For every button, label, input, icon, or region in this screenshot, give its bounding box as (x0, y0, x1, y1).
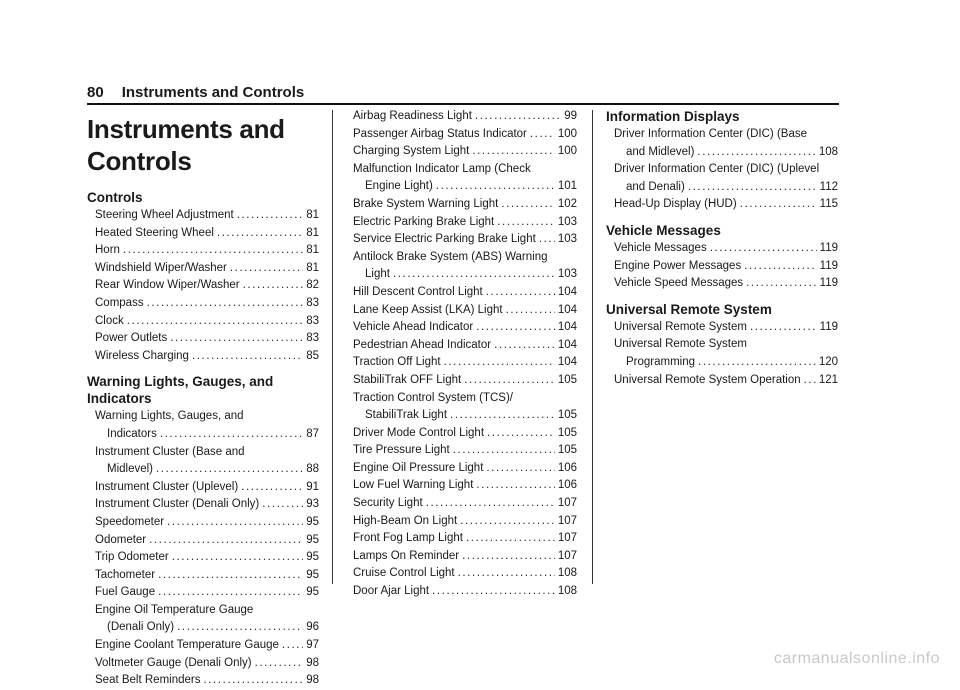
toc-entry-page: 105 (557, 426, 577, 439)
toc-entry[interactable] (87, 313, 319, 331)
dot-leader (475, 108, 561, 126)
toc-entry-page: 108 (818, 145, 838, 158)
toc-entry-label: and Denali) (626, 180, 685, 193)
toc-entry[interactable] (606, 196, 838, 214)
toc-entry-label: Tire Pressure Light (353, 444, 450, 457)
toc-entry-page: 101 (557, 180, 577, 193)
toc-entry-page: 81 (306, 226, 319, 239)
toc-entry-page: 103 (557, 215, 577, 228)
toc-entry-page: 107 (557, 497, 577, 510)
toc-entry-page: 108 (557, 585, 577, 598)
dot-leader (740, 196, 817, 214)
section-title: Vehicle Messages (606, 222, 721, 238)
toc-entry-page: 105 (557, 409, 577, 422)
dot-leader (158, 584, 303, 602)
dot-leader (393, 266, 555, 284)
toc-entry[interactable] (345, 302, 577, 320)
toc-entry-label: Seat Belt Reminders (95, 674, 201, 687)
toc-entry[interactable] (345, 196, 577, 214)
dot-leader (158, 567, 303, 585)
column-divider (332, 110, 333, 584)
page-header (87, 84, 304, 101)
toc-entry-page: 105 (557, 373, 577, 386)
toc-entry-label: Cruise Control Light (353, 567, 455, 580)
toc-entry-page: 107 (557, 532, 577, 545)
toc-entry-page: 83 (306, 332, 319, 345)
toc-entry-label: Antilock Brake System (ABS) Warning (353, 250, 548, 263)
dot-leader (160, 426, 303, 444)
toc-entry-page: 91 (306, 480, 319, 493)
toc-entry-page: 99 (564, 110, 577, 122)
toc-entry-label: Engine Power Messages (614, 259, 742, 272)
toc-entry[interactable] (87, 277, 319, 295)
toc-entry-label: Head-Up Display (HUD) (614, 198, 737, 211)
toc-entry[interactable] (87, 672, 319, 690)
toc-entry[interactable] (87, 260, 319, 278)
toc-entry[interactable] (606, 336, 838, 371)
toc-entry-label: Warning Lights, Gauges, and (95, 410, 244, 423)
toc-entry-page: 82 (306, 279, 319, 292)
dot-leader (750, 319, 817, 337)
toc-entry[interactable] (606, 372, 838, 390)
toc-entry-page: 93 (306, 498, 319, 511)
toc-entry-label: (Denali Only) (107, 621, 175, 634)
section-title: Information Displays (606, 109, 740, 124)
toc-entry-label: Voltmeter Gauge (Denali Only) (95, 656, 252, 669)
watermark: carmanualsonline.info (773, 650, 940, 667)
toc-entry-page: 106 (557, 479, 577, 492)
toc-entry-label: Instrument Cluster (Base and (95, 445, 245, 458)
dot-leader (149, 532, 303, 550)
toc-entry[interactable] (345, 583, 577, 601)
toc-entry-label: StabiliTrak Light (365, 409, 448, 422)
toc-entry-page: 104 (557, 303, 577, 316)
toc-entry-page: 83 (306, 314, 319, 327)
column-divider (592, 110, 593, 584)
toc-column-body (87, 189, 319, 690)
toc-entry-page: 95 (306, 586, 319, 599)
toc-entry[interactable] (606, 319, 838, 337)
toc-entry[interactable] (87, 295, 319, 313)
dot-leader (436, 178, 555, 196)
toc-entry[interactable] (87, 532, 319, 550)
toc-entry-page: 81 (306, 209, 319, 221)
toc-entry-page: 85 (306, 349, 319, 362)
toc-entry-label: Engine Light) (365, 180, 433, 193)
toc-entry-label: Universal Remote System (614, 338, 747, 351)
dot-leader (476, 319, 555, 337)
dot-leader (476, 477, 554, 495)
dot-leader (501, 196, 555, 214)
toc-entry[interactable] (87, 637, 319, 655)
dot-leader (458, 565, 555, 583)
toc-entry[interactable] (345, 143, 577, 161)
toc-entry-page: 95 (306, 515, 319, 528)
dot-leader (530, 126, 555, 144)
toc-entry-page: 104 (557, 356, 577, 369)
toc-column-2 (345, 108, 577, 601)
toc-entry-label: Traction Off Light (353, 356, 441, 369)
toc-entry-label: Low Fuel Warning Light (353, 479, 474, 492)
toc-entry-label: Windshield Wiper/Washer (95, 261, 227, 274)
toc-entry-label: Airbag Readiness Light (353, 110, 472, 122)
dot-leader (127, 313, 303, 331)
toc-entry-page: 81 (306, 261, 319, 274)
toc-entry-page: 98 (306, 656, 319, 669)
toc-entry[interactable] (345, 214, 577, 232)
toc-entry-label: Programming (626, 355, 696, 368)
toc-entry-label: Midlevel) (107, 463, 154, 476)
toc-entry-page: 96 (306, 621, 319, 634)
toc-entry[interactable] (606, 258, 838, 276)
toc-entry-page: 100 (557, 145, 577, 158)
toc-entry[interactable] (345, 354, 577, 372)
toc-entry-label: Charging System Light (353, 145, 470, 158)
toc-entry-page: 108 (557, 567, 577, 580)
toc-entry[interactable] (87, 479, 319, 497)
dot-leader (487, 425, 555, 443)
toc-entry-page: 97 (306, 639, 319, 652)
toc-entry-page: 120 (818, 355, 838, 368)
toc-entry[interactable] (345, 337, 577, 355)
toc-entry-page: 106 (557, 461, 577, 474)
toc-entry-label: Engine Oil Temperature Gauge (95, 603, 254, 616)
dot-leader (744, 258, 816, 276)
dot-leader (177, 619, 303, 637)
toc-entry[interactable] (87, 348, 319, 366)
toc-entry-label: Driver Information Center (DIC) (Base (614, 128, 807, 140)
dot-leader (462, 548, 555, 566)
dot-leader (497, 214, 555, 232)
dot-leader (192, 348, 303, 366)
header-rule (87, 103, 839, 105)
dot-leader (237, 207, 303, 225)
toc-entry[interactable] (345, 425, 577, 443)
toc-entry-label: Wireless Charging (95, 349, 189, 362)
main-title: Instruments and Controls (87, 114, 285, 176)
toc-entry[interactable] (87, 496, 319, 514)
toc-entry-page: 95 (306, 568, 319, 581)
toc-entry[interactable] (606, 240, 838, 258)
toc-entry[interactable] (87, 207, 319, 225)
toc-entry-page: 104 (557, 338, 577, 351)
toc-entry[interactable] (606, 275, 838, 293)
toc-entry-page: 87 (306, 427, 319, 440)
dot-leader (486, 284, 555, 302)
toc-entry-label: Service Electric Parking Brake Light (353, 233, 536, 246)
toc-entry-label: Steering Wheel Adjustment (95, 209, 234, 221)
dot-leader (262, 496, 303, 514)
toc-entry-label: Horn (95, 244, 120, 257)
toc-entry-page: 112 (819, 180, 838, 193)
section-title: Universal Remote System (606, 301, 772, 317)
toc-entry-label: Security Light (353, 497, 423, 510)
toc-entry-label: Engine Oil Pressure Light (353, 461, 484, 474)
toc-entry-label: Indicators (107, 427, 157, 440)
toc-entry-label: Tachometer (95, 568, 156, 581)
toc-entry-page: 105 (557, 444, 577, 457)
toc-entry-label: Instrument Cluster (Uplevel) (95, 480, 239, 493)
toc-entry-page: 104 (557, 321, 577, 334)
toc-entry[interactable] (87, 242, 319, 260)
toc-entry-label: Lamps On Reminder (353, 549, 460, 562)
toc-entry[interactable] (345, 319, 577, 337)
dot-leader (255, 655, 304, 673)
toc-entry-label: and Midlevel) (626, 145, 695, 158)
toc-entry-label: Odometer (95, 533, 147, 546)
toc-entry-page: 103 (557, 268, 577, 281)
dot-leader (243, 277, 304, 295)
toc-entry-page: 95 (306, 551, 319, 564)
toc-entry-label: Compass (95, 296, 144, 309)
toc-entry-page: 98 (306, 674, 319, 687)
toc-column-1 (87, 108, 319, 690)
toc-entry[interactable] (345, 390, 577, 425)
dot-leader (710, 240, 817, 258)
toc-entry-label: Engine Coolant Temperature Gauge (95, 639, 279, 652)
toc-entry-label: Driver Mode Control Light (353, 426, 485, 439)
toc-entry[interactable] (606, 126, 838, 161)
dot-leader (203, 672, 303, 690)
dot-leader (460, 513, 555, 531)
dot-leader (156, 461, 303, 479)
toc-entry-label: Front Fog Lamp Light (353, 532, 463, 545)
toc-entry-label: Traction Control System (TCS)/ (353, 391, 513, 404)
dot-leader (506, 302, 555, 320)
dot-leader (167, 514, 303, 532)
toc-entry[interactable] (345, 565, 577, 583)
toc-entry-label: Speedometer (95, 515, 165, 528)
toc-entry[interactable] (345, 548, 577, 566)
dot-leader (464, 372, 555, 390)
dot-leader (698, 354, 816, 372)
toc-entry[interactable] (345, 249, 577, 284)
toc-entry-page: 81 (306, 244, 319, 257)
toc-entry[interactable] (345, 161, 577, 196)
toc-entry[interactable] (87, 584, 319, 602)
section-title: Controls (87, 190, 143, 205)
dot-leader (241, 479, 303, 497)
toc-entry-page: 103 (557, 233, 577, 246)
toc-entry-label: Passenger Airbag Status Indicator (353, 127, 527, 140)
toc-entry[interactable] (87, 444, 319, 479)
dot-leader (432, 583, 555, 601)
toc-entry[interactable] (345, 372, 577, 390)
toc-entry-label: Lane Keep Assist (LKA) Light (353, 303, 503, 316)
toc-entry-label: Clock (95, 314, 124, 327)
toc-entry-label: Universal Remote System Operation (614, 373, 801, 386)
toc-entry[interactable] (87, 567, 319, 585)
dot-leader (466, 530, 555, 548)
toc-entry[interactable] (87, 330, 319, 348)
toc-entry-label: Electric Parking Brake Light (353, 215, 495, 228)
toc-entry-page: 119 (819, 320, 838, 333)
dot-leader (450, 407, 555, 425)
toc-entry-label: Pedestrian Ahead Indicator (353, 338, 492, 351)
toc-entry-label: Power Outlets (95, 332, 168, 345)
toc-entry[interactable] (87, 549, 319, 567)
dot-leader (539, 231, 555, 249)
toc-entry-page: 107 (557, 549, 577, 562)
dot-leader (486, 460, 554, 478)
dot-leader (147, 295, 304, 313)
toc-entry-page: 88 (306, 463, 319, 476)
toc-entry-label: Rear Window Wiper/Washer (95, 279, 240, 292)
toc-entry[interactable] (345, 530, 577, 548)
toc-entry-page: 104 (557, 285, 577, 298)
toc-entry-page: 83 (306, 296, 319, 309)
toc-entry-label: Instrument Cluster (Denali Only) (95, 498, 260, 511)
toc-entry-label: Hill Descent Control Light (353, 285, 483, 298)
toc-entry-page: 119 (819, 241, 838, 254)
chapter-title: Instruments and Controls (121, 84, 305, 101)
dot-leader (426, 495, 555, 513)
toc-entry-page: 107 (557, 514, 577, 527)
toc-entry-page: 95 (306, 533, 319, 546)
toc-entry-page: 100 (557, 127, 577, 140)
toc-entry-label: Driver Information Center (DIC) (Uplevel (614, 163, 820, 176)
toc-entry[interactable] (345, 231, 577, 249)
toc-entry-label: StabiliTrak OFF Light (353, 373, 462, 386)
toc-entry[interactable] (345, 442, 577, 460)
toc-entry-page: 119 (819, 259, 838, 272)
dot-leader (230, 260, 303, 278)
dot-leader (172, 549, 303, 567)
dot-leader (217, 225, 303, 243)
toc-entry[interactable] (345, 513, 577, 531)
toc-entry[interactable] (345, 284, 577, 302)
dot-leader (472, 143, 554, 161)
dot-leader (453, 442, 555, 460)
toc-entry[interactable] (606, 161, 838, 196)
page-number: 80 (87, 84, 104, 101)
dot-leader (170, 330, 303, 348)
dot-leader (804, 372, 816, 390)
toc-entry-label: Universal Remote System (614, 320, 747, 333)
toc-entry[interactable] (87, 602, 319, 637)
toc-entry[interactable] (87, 408, 319, 443)
dot-leader (444, 354, 555, 372)
toc-entry-label: Fuel Gauge (95, 586, 156, 599)
toc-entry[interactable] (345, 126, 577, 144)
toc-column-body (606, 108, 838, 389)
dot-leader (494, 337, 555, 355)
toc-entry-label: Malfunction Indicator Lamp (Check (353, 162, 531, 175)
toc-entry[interactable] (345, 477, 577, 495)
toc-column-3 (606, 108, 838, 389)
toc-entry[interactable] (345, 460, 577, 478)
toc-entry[interactable] (87, 225, 319, 243)
toc-entry-label: Vehicle Messages (614, 241, 707, 254)
toc-entry-page: 121 (818, 373, 838, 386)
dot-leader (746, 275, 817, 293)
toc-entry[interactable] (87, 514, 319, 532)
dot-leader (282, 637, 303, 655)
toc-column-body (345, 108, 577, 601)
toc-entry-page: 102 (557, 197, 577, 210)
toc-entry-label: Vehicle Ahead Indicator (353, 321, 474, 334)
dot-leader (688, 179, 817, 197)
toc-entry[interactable] (345, 108, 577, 126)
toc-entry-page: 119 (819, 277, 838, 290)
toc-entry-label: Heated Steering Wheel (95, 226, 214, 239)
toc-entry-label: Brake System Warning Light (353, 197, 499, 210)
toc-entry-label: Trip Odometer (95, 551, 169, 564)
section-title: Warning Lights, Gauges, and Indicators (87, 374, 274, 407)
toc-entry[interactable] (87, 655, 319, 673)
toc-entry-label: Door Ajar Light (353, 585, 430, 598)
toc-entry-label: High-Beam On Light (353, 514, 458, 527)
toc-entry-label: Vehicle Speed Messages (614, 277, 744, 290)
toc-entry[interactable] (345, 495, 577, 513)
toc-entry-label: Light (365, 268, 390, 281)
dot-leader (123, 242, 303, 260)
dot-leader (697, 144, 815, 162)
toc-entry-page: 115 (819, 198, 838, 211)
